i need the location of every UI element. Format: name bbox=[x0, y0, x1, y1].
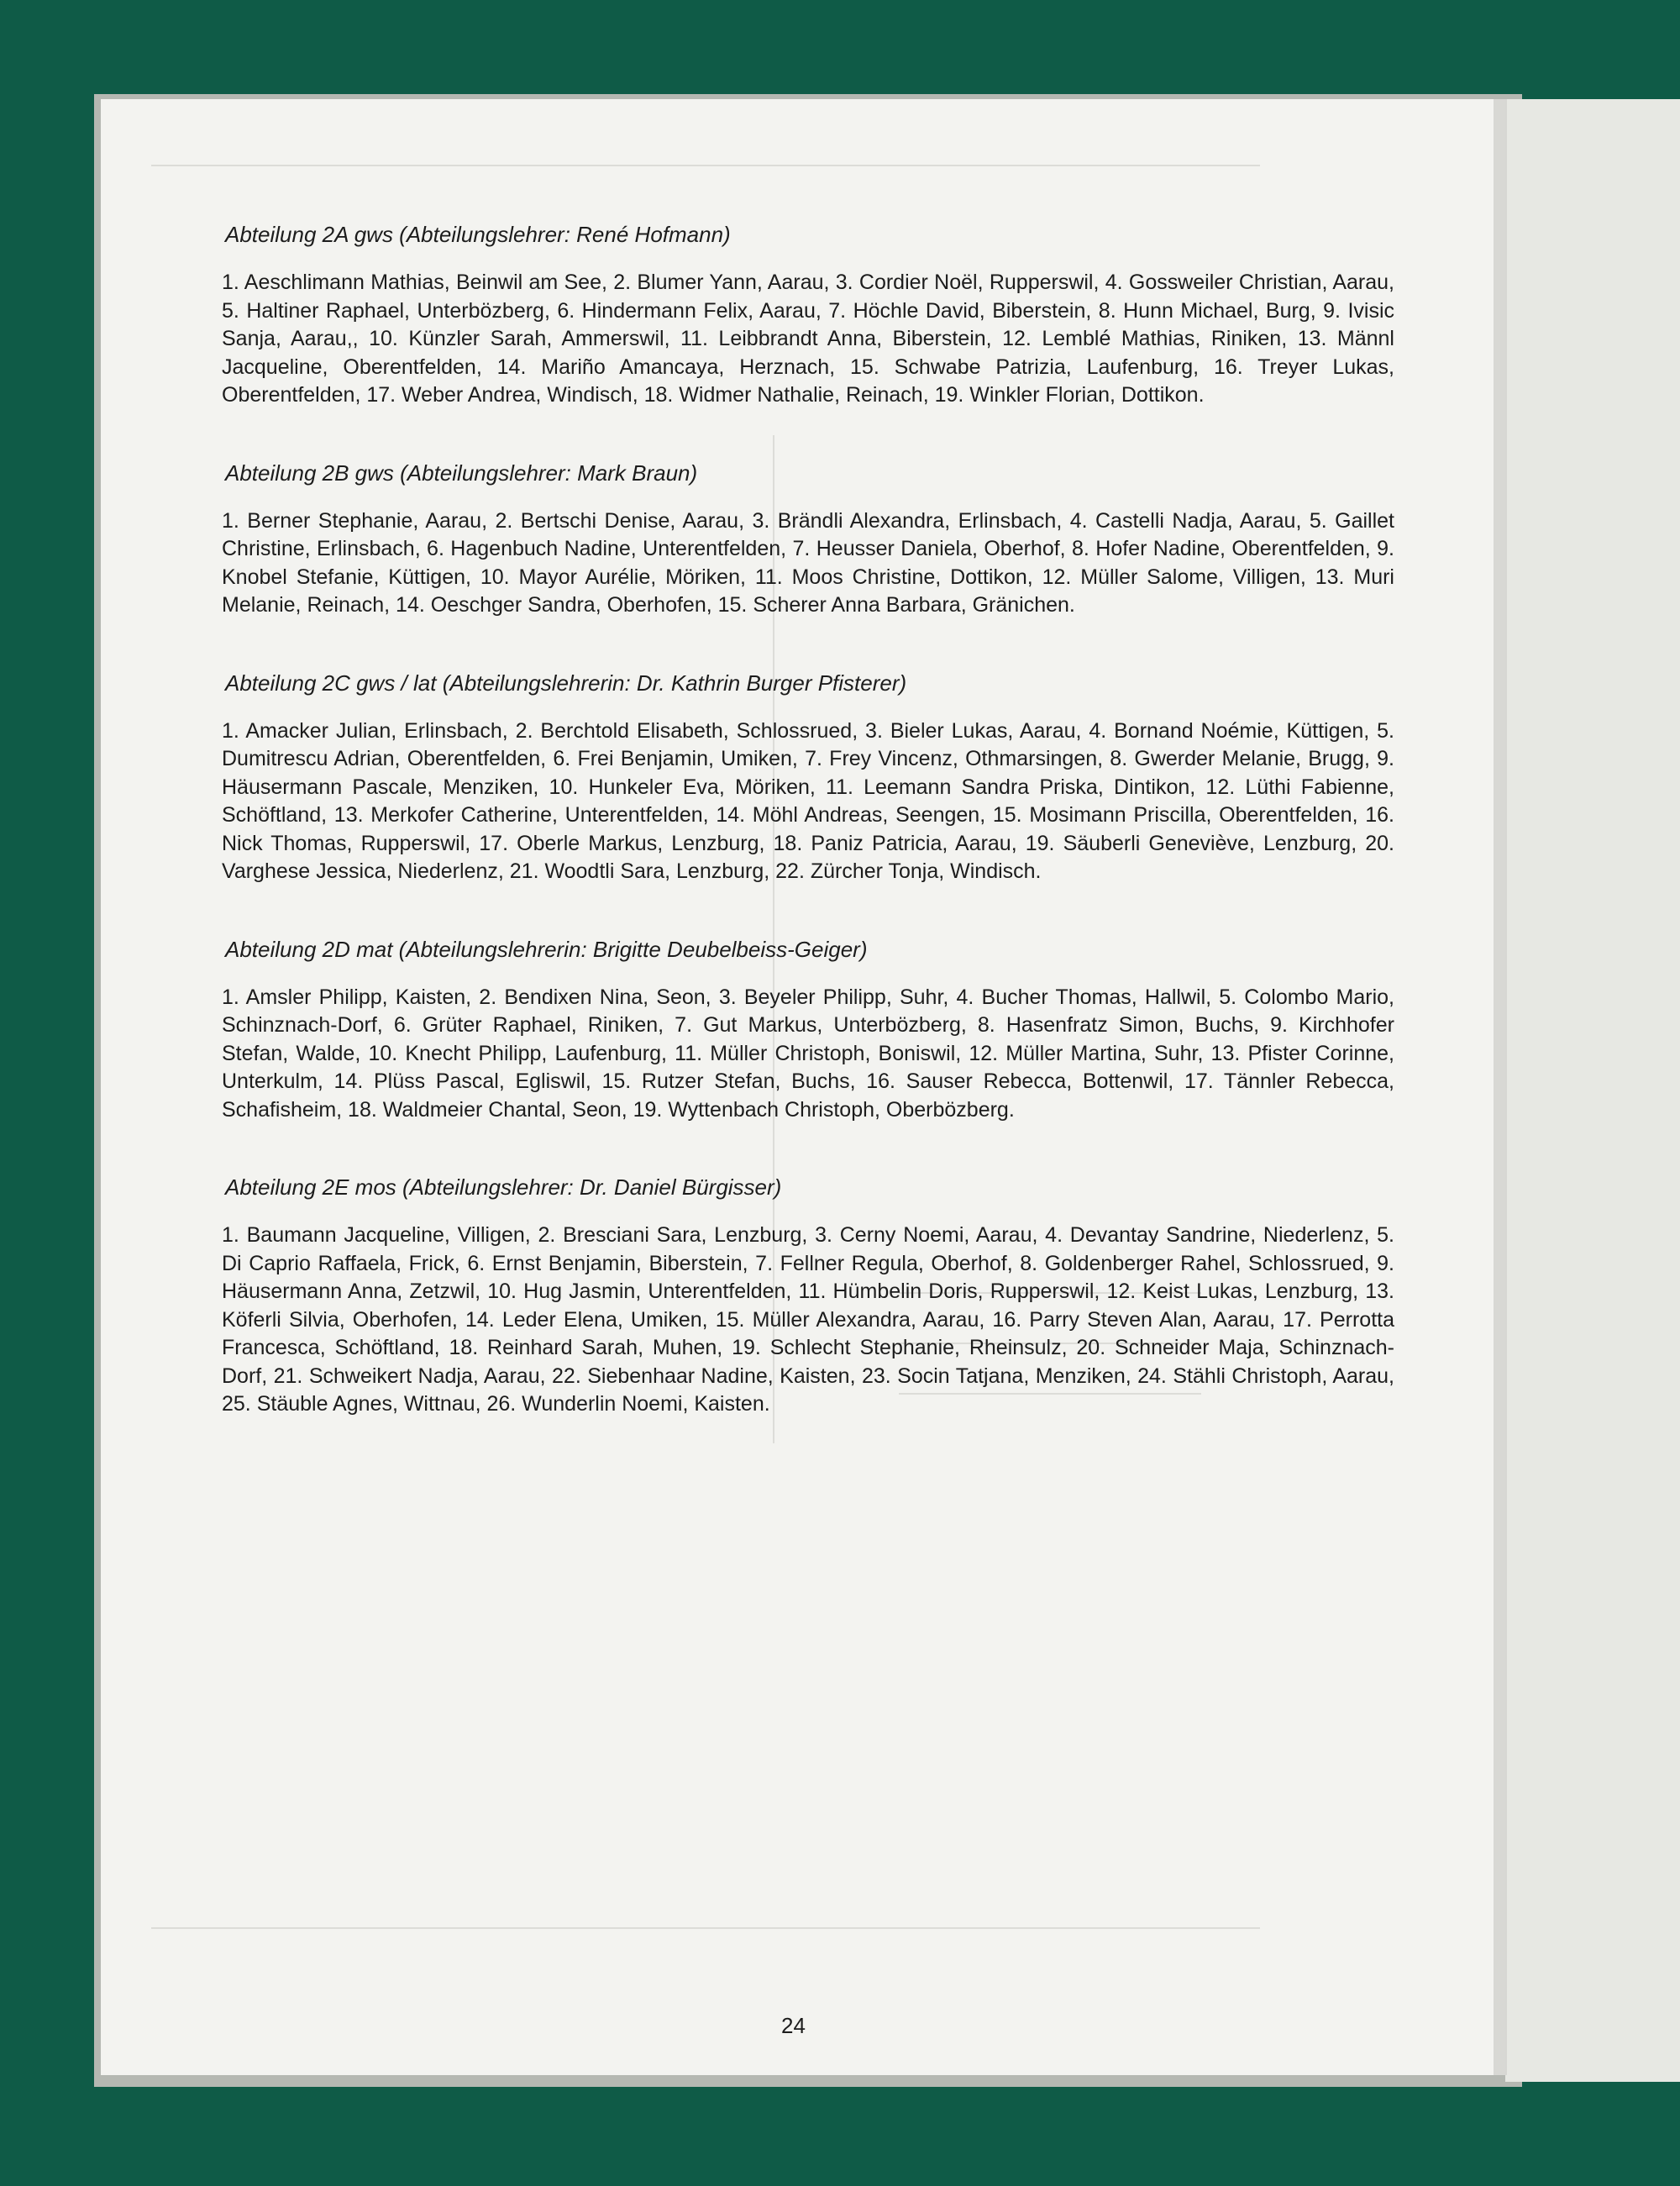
class-section-2d bbox=[222, 935, 1394, 1125]
page-gutter bbox=[1494, 99, 1505, 2075]
section-heading: Abteilung 2E mos (Abteilungslehrer: Dr. Daniel Bürgisser) bbox=[225, 1174, 782, 1200]
student-list: 1. Baumann Jacqueline, Villigen, 2. Bresciani Sara, Lenzburg, 3. Cerny Noemi, Aarau, 4. Devantay Sandrine, Niederlenz, 5. Di Caprio Raffaela, Frick, 6. Ernst Benjamin, Biberstein, 7. Fellner Regula, Oberhof, 8. Goldenberger Rahel, Schlossrued, 9. Häusermann Anna, Zetzwil, 10. Hug Jasmin, Unterentfelden, 11. Hümbelin Doris, Rupperswil, 12. Keist Lukas, Lenzburg, 13. Köferli Silvia, Oberhofen, 14. Leder Elena, Umiken, 15. Müller Alexandra, Aarau, 16. Parry Steven Alan, Aarau, 17. Perrotta Francesca, Schöftland, 18. Reinhard Sarah, Muhen, 19. Schlecht Stephanie, Rheinsulz, 20. Schneider Maja, Schinznach-Dorf, 21. Schweikert Nadja, Aarau, 22. Siebenhaar Nadine, Kaisten, 23. Socin Tatjana, Menziken, 24. Stähli Christoph, Aarau, 25. Stäuble Agnes, Wittnau, 26. Wunderlin Noemi, Kaisten. bbox=[222, 1223, 1394, 1416]
class-section-2b bbox=[222, 459, 1394, 620]
class-section-2c bbox=[222, 669, 1394, 886]
class-section-2e bbox=[222, 1173, 1394, 1419]
class-section-2a bbox=[222, 220, 1394, 410]
section-heading: Abteilung 2A gws (Abteilungslehrer: René Hofmann) bbox=[225, 222, 731, 247]
section-heading: Abteilung 2B gws (Abteilungslehrer: Mark Braun) bbox=[225, 460, 698, 486]
bleed-through-rule bbox=[151, 165, 1260, 166]
page-number: 24 bbox=[781, 2013, 806, 2038]
student-list: 1. Aeschlimann Mathias, Beinwil am See, 2. Blumer Yann, Aarau, 3. Cordier Noël, Rupperswil, 4. Gossweiler Christian, Aarau, 5. Haltiner Raphael, Unterbözberg, 6. Hindermann Felix, Aarau, 7. Höchle David, Biberstein, 8. Hunn Michael, Burg, 9. Ivisic Sanja, Aarau,, 10. Künzler Sarah, Ammerswil, 11. Leibbrandt Anna, Biberstein, 12. Lemblé Mathias, Riniken, 13. Männl Jacqueline, Oberentfelden, 14. Mariño Amancaya, Herznach, 15. Schwabe Patrizia, Laufenburg, 16. Treyer Lukas, Oberentfelden, 17. Weber Andrea, Windisch, 18. Widmer Nathalie, Reinach, 19. Winkler Florian, Dottikon. bbox=[222, 271, 1394, 407]
student-list: 1. Berner Stephanie, Aarau, 2. Bertschi Denise, Aarau, 3. Brändli Alexandra, Erlinsbach, 4. Castelli Nadja, Aarau, 5. Gaillet Christine, Erlinsbach, 6. Hagenbuch Nadine, Unterentfelden, 7. Heusser Daniela, Oberhof, 8. Hofer Nadine, Oberentfelden, 9. Knobel Stefanie, Küttigen, 10. Mayor Aurélie, Möriken, 11. Moos Christine, Dottikon, 12. Müller Salome, Villigen, 13. Muri Melanie, Reinach, 14. Oeschger Sandra, Oberhofen, 15. Scherer Anna Barbara, Gränichen. bbox=[222, 508, 1394, 617]
document-content bbox=[222, 220, 1394, 1468]
section-heading: Abteilung 2D mat (Abteilungslehrerin: Brigitte Deubelbeiss-Geiger) bbox=[225, 936, 868, 962]
adjacent-page bbox=[1505, 99, 1680, 2082]
bleed-through-rule bbox=[151, 1927, 1260, 1929]
student-list: 1. Amacker Julian, Erlinsbach, 2. Berchtold Elisabeth, Schlossrued, 3. Bieler Lukas, Aarau, 4. Bornand Noémie, Küttigen, 5. Dumitrescu Adrian, Oberentfelden, 6. Frei Benjamin, Umiken, 7. Frey Vincenz, Othmarsingen, 8. Gwerder Melanie, Brugg, 9. Häusermann Pascale, Menziken, 10. Hunkeler Eva, Möriken, 11. Leemann Sandra Priska, Dintikon, 12. Lüthi Fabienne, Schöftland, 13. Merkofer Catherine, Unterentfelden, 14. Möhl Andreas, Seengen, 15. Mosimann Priscilla, Oberentfelden, 16. Nick Thomas, Rupperswil, 17. Oberle Markus, Lenzburg, 18. Paniz Patricia, Aarau, 19. Säuberli Geneviève, Lenzburg, 20. Varghese Jessica, Niederlenz, 21. Woodtli Sara, Lenzburg, 22. Zürcher Tonja, Windisch. bbox=[222, 718, 1394, 883]
section-heading: Abteilung 2C gws / lat (Abteilungslehrerin: Dr. Kathrin Burger Pfisterer) bbox=[225, 670, 907, 696]
student-list: 1. Amsler Philipp, Kaisten, 2. Bendixen Nina, Seon, 3. Beyeler Philipp, Suhr, 4. Bucher Thomas, Hallwil, 5. Colombo Mario, Schinznach-Dorf, 6. Grüter Raphael, Riniken, 7. Gut Markus, Unterbözberg, 8. Hasenfratz Simon, Buchs, 9. Kirchhofer Stefan, Walde, 10. Knecht Philipp, Laufenburg, 11. Müller Christoph, Boniswil, 12. Müller Martina, Suhr, 13. Pfister Corinne, Unterkulm, 14. Plüss Pascal, Egliswil, 15. Rutzer Stefan, Buchs, 16. Sauser Rebecca, Bottenwil, 17. Tännler Rebecca, Schafisheim, 18. Waldmeier Chantal, Seon, 19. Wyttenbach Christoph, Oberbözberg. bbox=[222, 985, 1394, 1122]
